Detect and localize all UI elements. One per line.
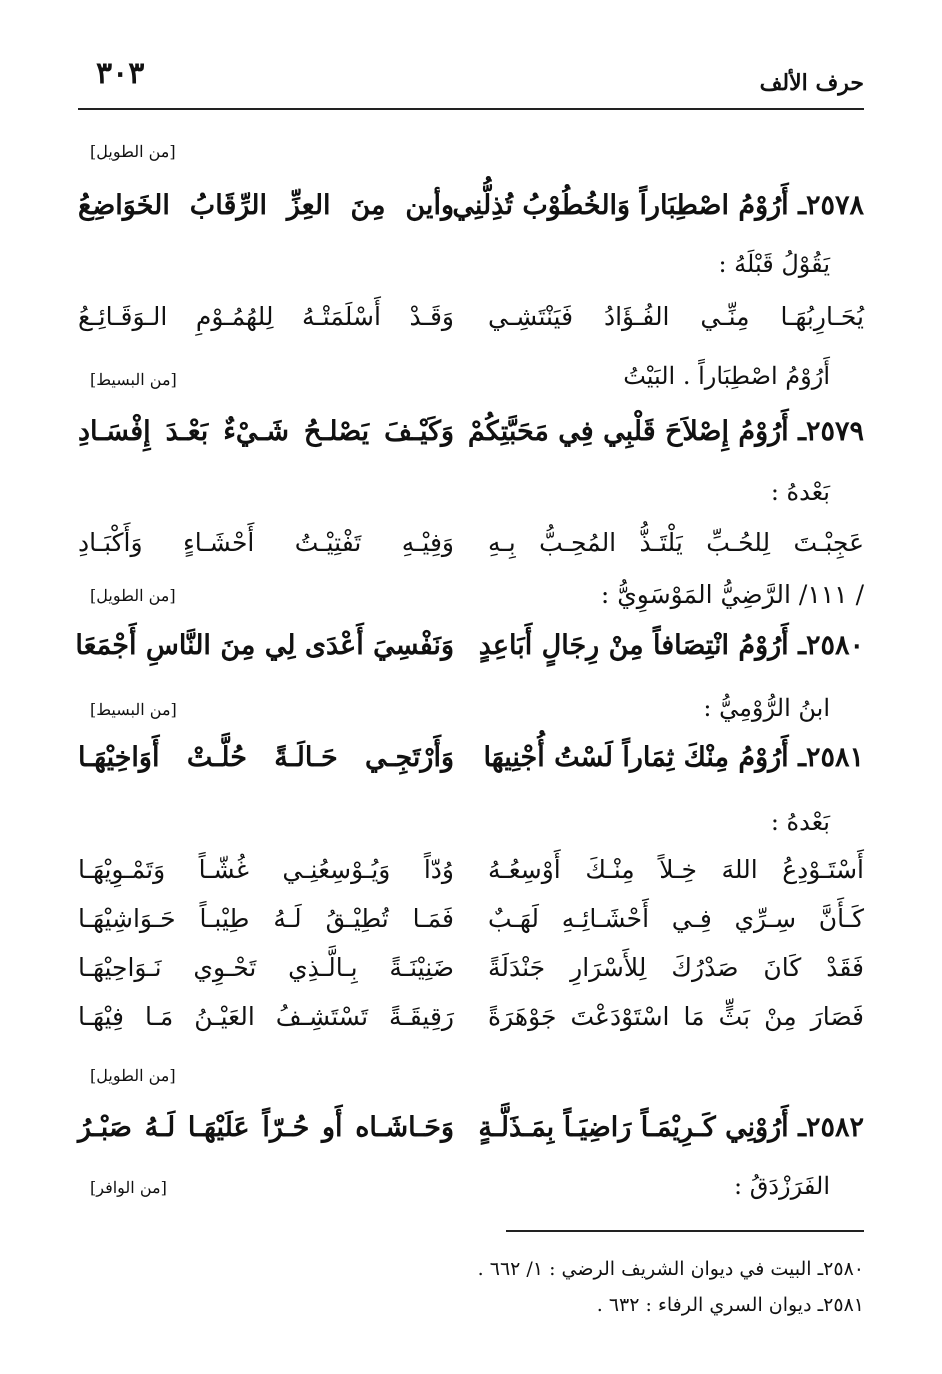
commentary-line: الفَرَزْدَقُ : <box>734 1172 830 1200</box>
meter-label: [من البسيط] <box>90 700 177 719</box>
page-number: ٣٠٣ <box>96 56 145 91</box>
commentary-line: أَرُوْمُ اصْطِبَاراً . البَيْتُ <box>623 362 830 390</box>
verse-first-hemistich: ٢٥٧٩ـ أَرُوْمُ إِصْلاَحَ قَلْبِي فِي مَحَبَّتِكُمْ <box>467 416 864 447</box>
quoted-verse-first: كَـأَنَّ سِـرِّي فِـي أَحْشَـائِـهِ لَهَـبٌ <box>488 904 864 933</box>
verse-first-hemistich: ٢٥٨٢ـ أَرُوْنِي كَـرِيْمَـاً رَاضِيَـاً بِمَـذَلَّـةٍ <box>478 1112 864 1143</box>
quoted-verse-first: أَسْتَـوْدِعُ اللهَ خِـلاً مِنْـكَ أَوْسِعُـهُ <box>488 855 864 884</box>
quoted-verse-second: وُدّاً وَيُـوْسِعُنِـي غُشّـاً وَتَمْـوِيْهَـا <box>78 855 454 884</box>
verse-second-hemistich: وَحَـاشَـاه أَو حُـرّاً عَلَيْهَـا لَـهُ صَبْـرُ <box>78 1112 454 1143</box>
commentary-line: بَعْدهُ : <box>770 808 830 836</box>
quoted-verse-first: فَقَدْ كَانَ صَدْرُكَ لِلأَسْرَارِ جَنْدَلَةً <box>488 953 864 982</box>
quoted-verse-second: ضَنِيْنَـةً بِـالَّـذِي تَحْـوِي نَـوَاحِيْهَـا <box>78 953 454 982</box>
quoted-verse-first: فَصَارَ مِنْ بَثٍّ مَا اسْتَوْدَعْتَ جَوْهَرَةً <box>488 1002 864 1031</box>
footnote: ٢٥٨١ـ ديوان السري الرفاء : ٦٣٢ . <box>596 1294 864 1316</box>
commentary-line: يَقُوْلُ قَبْلَهُ : <box>718 250 830 278</box>
verse-second-hemistich: وَنَفْسِيَ أَعْدَى لِي مِنَ النَّاسِ أَجْمَعَا <box>75 630 454 661</box>
quoted-verse-second: رَقِيقَـةً تَسْتَشِـفُ العَيْـنُ مَـا فِيْهَـا <box>78 1002 454 1031</box>
meter-label: [من الوافر] <box>90 1178 167 1197</box>
verse-second-hemistich: وَكَيْـفَ يَصْلـحُ شَـيْءٌ بَعْـدَ إِفْسَـادِ <box>78 416 454 447</box>
verse-first-hemistich: ٢٥٨٠ـ أَرُوْمُ انْتِصَافاً مِنْ رِجَالٍ أَبَاعِدٍ <box>478 630 864 661</box>
footnote-divider <box>506 1230 864 1232</box>
commentary-line: بَعْدهُ : <box>770 478 830 506</box>
chapter-title: حرف الألف <box>759 70 864 96</box>
meter-label: [من الطويل] <box>90 586 176 605</box>
quoted-verse-first: عَجِبْـتَ لِلحُـبِّ يَلْتَـذُّ المُحِـبُّ بِـهِ <box>488 528 864 557</box>
header-divider <box>78 108 864 110</box>
verse-first-hemistich: ٢٥٨١ـ أَرُوْمُ مِنْكَ ثِمَاراً لَسْتُ أُجْنِيهَا <box>483 742 864 773</box>
verse-second-hemistich: وَأَرْتَجِـي حَـالَـةً حُلَّـتْ أَوَاخِيْهَـا <box>78 742 454 773</box>
verse-first-hemistich: ٢٥٧٨ـ أَرُوْمُ اصْطِبَاراً وَالخُطُوْبُ تُذِلُّنِي <box>452 190 864 221</box>
quoted-verse-second: فَمَـا تُطِيْـقُ لَـهُ طِيْبـاً حَـوَاشِيْهَـا <box>78 904 454 933</box>
meter-label: [من الطويل] <box>90 1066 176 1085</box>
quoted-verse-second: وَقَـدْ أَسْلَمَتْـهُ لِلهُمُـوْمِ الـوَقَـائِـعُ <box>78 302 454 331</box>
meter-label: [من البسيط] <box>90 370 177 389</box>
commentary-line: / ١١١/ الرَّضِيُّ المَوْسَوِيُّ : <box>600 580 864 609</box>
quoted-verse-second: وَفِيْـهِ تَفْتِيْـتُ أَحْشَـاءٍ وَأَكْبَـادِ <box>78 528 454 557</box>
quoted-verse-first: يُحَـارِبُهَـا مِنِّـي الفُـؤَادُ فَيَنْتَشِـي <box>488 302 864 331</box>
verse-second-hemistich: وأين مِنَ العِزِّ الرِّقَابُ الخَوَاضِعُ <box>78 190 454 221</box>
commentary-line: ابنُ الرُّوْمِيُّ : <box>703 694 830 722</box>
footnote: ٢٥٨٠ـ البيت في ديوان الشريف الرضي : ١/ ٦٦٢ . <box>477 1258 864 1280</box>
meter-label: [من الطويل] <box>90 142 176 161</box>
